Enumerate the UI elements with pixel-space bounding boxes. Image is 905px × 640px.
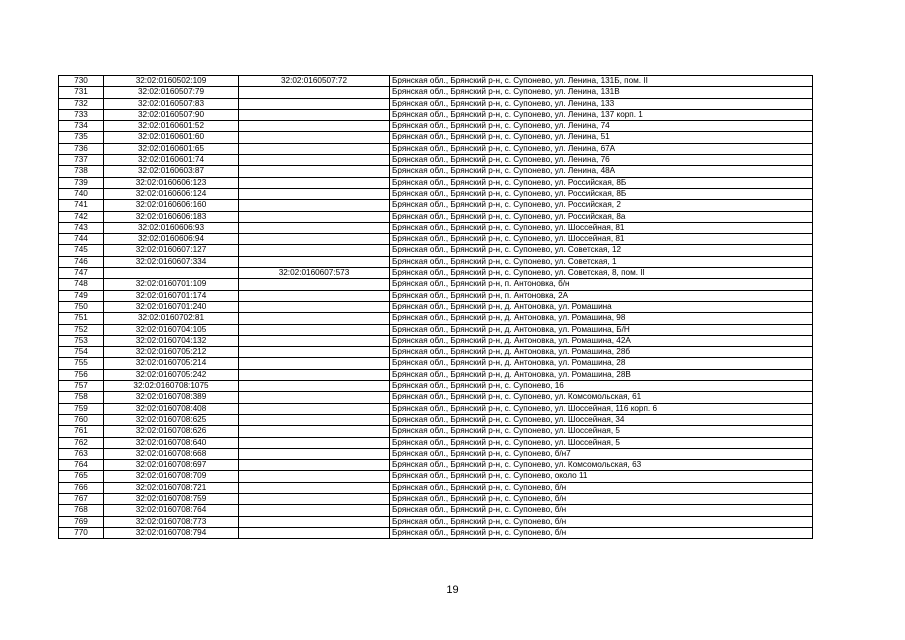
row-number-cell: 747 [59,268,104,279]
parent-cadastral-number-cell [239,256,390,267]
address-cell: Брянская обл., Брянский р-н, д. Антоновка, ул. Ромашина, 98 [390,313,813,324]
table-row [59,98,813,109]
row-number-cell: 767 [59,493,104,504]
cadastral-number-cell: 32:02:0160708:625 [104,414,239,425]
cadastral-number-cell: 32:02:0160601:60 [104,132,239,143]
address-cell: Брянская обл., Брянский р-н, с. Супонево, ул. Ленина, 131В [390,87,813,98]
address-cell: Брянская обл., Брянский р-н, с. Супонево, ул. Ленина, 131Б, пом. II [390,76,813,87]
parent-cadastral-number-cell [239,87,390,98]
table-row [59,448,813,459]
cadastral-number-cell: 32:02:0160708:764 [104,505,239,516]
cadastral-number-cell: 32:02:0160507:79 [104,87,239,98]
row-number-cell: 768 [59,505,104,516]
parent-cadastral-number-cell [239,109,390,120]
parent-cadastral-number-cell [239,324,390,335]
row-number-cell: 758 [59,392,104,403]
parent-cadastral-number-cell [239,414,390,425]
address-cell: Брянская обл., Брянский р-н, с. Супонево, б/н [390,493,813,504]
table-row [59,381,813,392]
cadastral-number-cell: 32:02:0160708:389 [104,392,239,403]
address-cell: Брянская обл., Брянский р-н, с. Супонево, ул. Шоссейная, 5 [390,437,813,448]
parent-cadastral-number-cell [239,143,390,154]
cadastral-number-cell: 32:02:0160606:93 [104,222,239,233]
parent-cadastral-number-cell [239,188,390,199]
parent-cadastral-number-cell [239,121,390,132]
cadastral-number-cell: 32:02:0160705:214 [104,358,239,369]
address-cell: Брянская обл., Брянский р-н, с. Супонево, б/н [390,505,813,516]
cadastral-number-cell: 32:02:0160701:240 [104,301,239,312]
table-row [59,301,813,312]
table-row [59,426,813,437]
row-number-cell: 745 [59,245,104,256]
address-cell: Брянская обл., Брянский р-н, с. Супонево, ул. Российская, 8Б [390,188,813,199]
cadastral-number-cell: 32:02:0160606:183 [104,211,239,222]
table-row [59,256,813,267]
cadastral-number-cell: 32:02:0160701:109 [104,279,239,290]
address-cell: Брянская обл., Брянский р-н, с. Супонево, около 11 [390,471,813,482]
cadastral-number-cell [104,268,239,279]
row-number-cell: 731 [59,87,104,98]
table-row [59,234,813,245]
parent-cadastral-number-cell: 32:02:0160607:573 [239,268,390,279]
cadastral-number-cell: 32:02:0160708:668 [104,448,239,459]
parent-cadastral-number-cell [239,527,390,538]
register-table-body [59,76,813,539]
table-row [59,414,813,425]
row-number-cell: 765 [59,471,104,482]
parent-cadastral-number-cell: 32:02:0160507:72 [239,76,390,87]
address-cell: Брянская обл., Брянский р-н, с. Супонево, б/н [390,482,813,493]
table-row [59,279,813,290]
address-cell: Брянская обл., Брянский р-н, с. Супонево, ул. Советская, 8, пом. II [390,268,813,279]
cadastral-number-cell: 32:02:0160708:697 [104,460,239,471]
cadastral-number-cell: 32:02:0160708:1075 [104,381,239,392]
address-cell: Брянская обл., Брянский р-н, с. Супонево, б/н [390,527,813,538]
table-row [59,335,813,346]
page-number: 19 [446,584,459,596]
cadastral-number-cell: 32:02:0160606:123 [104,177,239,188]
parent-cadastral-number-cell [239,493,390,504]
parent-cadastral-number-cell [239,200,390,211]
row-number-cell: 748 [59,279,104,290]
cadastral-number-cell: 32:02:0160607:127 [104,245,239,256]
address-cell: Брянская обл., Брянский р-н, д. Антоновка, ул. Ромашина, 28б [390,347,813,358]
address-cell: Брянская обл., Брянский р-н, с. Супонево, ул. Шоссейная, 5 [390,426,813,437]
cadastral-number-cell: 32:02:0160607:334 [104,256,239,267]
row-number-cell: 744 [59,234,104,245]
table-row [59,143,813,154]
address-cell: Брянская обл., Брянский р-н, с. Супонево, ул. Российская, 2 [390,200,813,211]
address-cell: Брянская обл., Брянский р-н, д. Антоновка, ул. Ромашина [390,301,813,312]
table-row [59,290,813,301]
row-number-cell: 734 [59,121,104,132]
parent-cadastral-number-cell [239,279,390,290]
row-number-cell: 752 [59,324,104,335]
table-row [59,121,813,132]
cadastral-number-cell: 32:02:0160507:90 [104,109,239,120]
address-cell: Брянская обл., Брянский р-н, с. Супонево, ул. Ленина, 76 [390,155,813,166]
address-cell: Брянская обл., Брянский р-н, с. Супонево, ул. Комсомольская, 63 [390,460,813,471]
address-cell: Брянская обл., Брянский р-н, п. Антоновка, 2А [390,290,813,301]
table-row [59,347,813,358]
table-row [59,200,813,211]
parent-cadastral-number-cell [239,392,390,403]
table-row [59,188,813,199]
row-number-cell: 742 [59,211,104,222]
cadastral-number-cell: 32:02:0160708:794 [104,527,239,538]
row-number-cell: 743 [59,222,104,233]
row-number-cell: 733 [59,109,104,120]
row-number-cell: 759 [59,403,104,414]
address-cell: Брянская обл., Брянский р-н, с. Супонево, ул. Ленина, 67А [390,143,813,154]
table-row [59,358,813,369]
parent-cadastral-number-cell [239,313,390,324]
address-cell: Брянская обл., Брянский р-н, д. Антоновка, ул. Ромашина, 42А [390,335,813,346]
row-number-cell: 760 [59,414,104,425]
table-row [59,324,813,335]
row-number-cell: 737 [59,155,104,166]
table-row [59,493,813,504]
row-number-cell: 769 [59,516,104,527]
cadastral-number-cell: 32:02:0160708:773 [104,516,239,527]
parent-cadastral-number-cell [239,132,390,143]
row-number-cell: 738 [59,166,104,177]
address-cell: Брянская обл., Брянский р-н, с. Супонево, ул. Шоссейная, 81 [390,222,813,233]
property-register-table [58,75,813,539]
parent-cadastral-number-cell [239,516,390,527]
table-row [59,437,813,448]
parent-cadastral-number-cell [239,245,390,256]
table-row [59,132,813,143]
parent-cadastral-number-cell [239,166,390,177]
parent-cadastral-number-cell [239,471,390,482]
parent-cadastral-number-cell [239,505,390,516]
table-row [59,177,813,188]
parent-cadastral-number-cell [239,448,390,459]
parent-cadastral-number-cell [239,211,390,222]
row-number-cell: 739 [59,177,104,188]
address-cell: Брянская обл., Брянский р-н, д. Антоновка, ул. Ромашина, Б/Н [390,324,813,335]
table-row [59,369,813,380]
cadastral-number-cell: 32:02:0160708:626 [104,426,239,437]
parent-cadastral-number-cell [239,460,390,471]
cadastral-number-cell: 32:02:0160705:242 [104,369,239,380]
cadastral-number-cell: 32:02:0160601:65 [104,143,239,154]
address-cell: Брянская обл., Брянский р-н, с. Супонево, ул. Ленина, 133 [390,98,813,109]
row-number-cell: 755 [59,358,104,369]
table-row [59,87,813,98]
row-number-cell: 754 [59,347,104,358]
table-row [59,222,813,233]
parent-cadastral-number-cell [239,98,390,109]
address-cell: Брянская обл., Брянский р-н, с. Супонево, 16 [390,381,813,392]
parent-cadastral-number-cell [239,177,390,188]
row-number-cell: 746 [59,256,104,267]
address-cell: Брянская обл., Брянский р-н, с. Супонево, ул. Ленина, 51 [390,132,813,143]
address-cell: Брянская обл., Брянский р-н, с. Супонево, ул. Ленина, 74 [390,121,813,132]
table-row [59,166,813,177]
cadastral-number-cell: 32:02:0160701:174 [104,290,239,301]
parent-cadastral-number-cell [239,335,390,346]
cadastral-number-cell: 32:02:0160705:212 [104,347,239,358]
table-row [59,76,813,87]
parent-cadastral-number-cell [239,482,390,493]
address-cell: Брянская обл., Брянский р-н, с. Супонево, ул. Российская, 8а [390,211,813,222]
row-number-cell: 732 [59,98,104,109]
address-cell: Брянская обл., Брянский р-н, с. Супонево, ул. Ленина, 48А [390,166,813,177]
cadastral-number-cell: 32:02:0160606:124 [104,188,239,199]
parent-cadastral-number-cell [239,301,390,312]
cadastral-number-cell: 32:02:0160502:109 [104,76,239,87]
address-cell: Брянская обл., Брянский р-н, с. Супонево, ул. Шоссейная, 34 [390,414,813,425]
cadastral-number-cell: 32:02:0160601:74 [104,155,239,166]
row-number-cell: 741 [59,200,104,211]
address-cell: Брянская обл., Брянский р-н, д. Антоновка, ул. Ромашина, 28 [390,358,813,369]
cadastral-number-cell: 32:02:0160606:160 [104,200,239,211]
cadastral-number-cell: 32:02:0160507:83 [104,98,239,109]
table-row [59,211,813,222]
parent-cadastral-number-cell [239,381,390,392]
row-number-cell: 764 [59,460,104,471]
parent-cadastral-number-cell [239,403,390,414]
table-row [59,460,813,471]
cadastral-number-cell: 32:02:0160708:709 [104,471,239,482]
cadastral-number-cell: 32:02:0160606:94 [104,234,239,245]
table-row [59,268,813,279]
cadastral-number-cell: 32:02:0160603:87 [104,166,239,177]
row-number-cell: 761 [59,426,104,437]
row-number-cell: 751 [59,313,104,324]
row-number-cell: 770 [59,527,104,538]
table-row [59,313,813,324]
table-row [59,392,813,403]
row-number-cell: 753 [59,335,104,346]
address-cell: Брянская обл., Брянский р-н, с. Супонево, б/н7 [390,448,813,459]
row-number-cell: 762 [59,437,104,448]
cadastral-number-cell: 32:02:0160708:408 [104,403,239,414]
row-number-cell: 730 [59,76,104,87]
parent-cadastral-number-cell [239,234,390,245]
cadastral-number-cell: 32:02:0160702:81 [104,313,239,324]
parent-cadastral-number-cell [239,369,390,380]
parent-cadastral-number-cell [239,222,390,233]
address-cell: Брянская обл., Брянский р-н, п. Антоновка, б/н [390,279,813,290]
row-number-cell: 766 [59,482,104,493]
row-number-cell: 740 [59,188,104,199]
row-number-cell: 763 [59,448,104,459]
cadastral-number-cell: 32:02:0160708:721 [104,482,239,493]
parent-cadastral-number-cell [239,347,390,358]
parent-cadastral-number-cell [239,437,390,448]
row-number-cell: 750 [59,301,104,312]
address-cell: Брянская обл., Брянский р-н, с. Супонево, ул. Шоссейная, 116 корп. 6 [390,403,813,414]
table-row [59,516,813,527]
parent-cadastral-number-cell [239,290,390,301]
table-row [59,155,813,166]
address-cell: Брянская обл., Брянский р-н, с. Супонево, ул. Ленина, 137 корп. 1 [390,109,813,120]
address-cell: Брянская обл., Брянский р-н, д. Антоновка, ул. Ромашина, 28В [390,369,813,380]
row-number-cell: 756 [59,369,104,380]
cadastral-number-cell: 32:02:0160704:105 [104,324,239,335]
cadastral-number-cell: 32:02:0160704:132 [104,335,239,346]
table-row [59,482,813,493]
row-number-cell: 757 [59,381,104,392]
cadastral-number-cell: 32:02:0160601:52 [104,121,239,132]
parent-cadastral-number-cell [239,155,390,166]
cadastral-number-cell: 32:02:0160708:640 [104,437,239,448]
cadastral-number-cell: 32:02:0160708:759 [104,493,239,504]
table-row [59,527,813,538]
row-number-cell: 735 [59,132,104,143]
parent-cadastral-number-cell [239,358,390,369]
row-number-cell: 749 [59,290,104,301]
address-cell: Брянская обл., Брянский р-н, с. Супонево, ул. Шоссейная, 81 [390,234,813,245]
address-cell: Брянская обл., Брянский р-н, с. Супонево, ул. Советская, 12 [390,245,813,256]
parent-cadastral-number-cell [239,426,390,437]
address-cell: Брянская обл., Брянский р-н, с. Супонево, ул. Российская, 8Б [390,177,813,188]
table-row [59,471,813,482]
row-number-cell: 736 [59,143,104,154]
table-row [59,505,813,516]
address-cell: Брянская обл., Брянский р-н, с. Супонево, ул. Комсомольская, 61 [390,392,813,403]
table-row [59,109,813,120]
address-cell: Брянская обл., Брянский р-н, с. Супонево, ул. Советская, 1 [390,256,813,267]
table-row [59,403,813,414]
address-cell: Брянская обл., Брянский р-н, с. Супонево, б/н [390,516,813,527]
table-row [59,245,813,256]
